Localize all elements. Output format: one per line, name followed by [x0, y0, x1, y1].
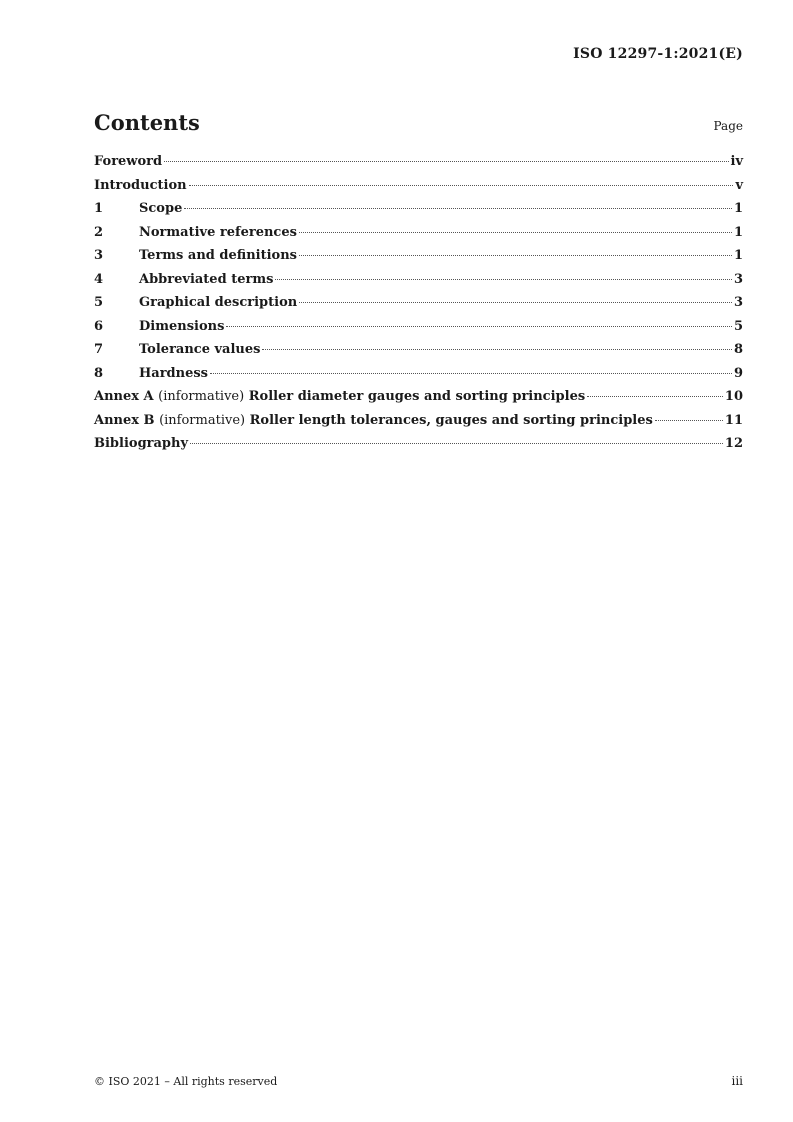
toc-entry-title[interactable]: Graphical description [139, 295, 298, 310]
toc-entry-title: Roller diameter gauges and sorting principles [248, 389, 586, 404]
toc-entry-page[interactable]: 9 [733, 365, 743, 381]
contents-header [94, 110, 743, 135]
page-number: iii [731, 1074, 743, 1088]
toc-entry-page[interactable]: 1 [733, 248, 743, 263]
dot-leader [299, 255, 732, 256]
dot-leader [210, 373, 732, 374]
copyright-notice: © ISO 2021 – All rights reserved [94, 1075, 278, 1088]
toc-entry-title[interactable]: Tolerance values [139, 342, 261, 357]
toc-entry-number: 8 [94, 365, 104, 381]
annex-informative-label: (informative) [158, 389, 245, 404]
toc-entry-title[interactable]: Introduction [94, 177, 187, 193]
toc-entry-introduction[interactable] [94, 178, 743, 202]
toc-entry-dimensions[interactable] [94, 319, 743, 343]
dot-leader [262, 349, 731, 350]
toc-entry-title[interactable]: Dimensions [139, 318, 225, 334]
toc-entry-title[interactable]: Normative references [139, 224, 297, 240]
toc-entry-hardness[interactable] [94, 366, 743, 390]
toc-entry-number: 6 [94, 318, 104, 334]
toc-entry-page[interactable]: 11 [724, 412, 743, 428]
toc-entry-page[interactable]: iv [730, 154, 743, 169]
dot-leader [275, 279, 732, 280]
dot-leader [184, 208, 732, 209]
toc-entry-page[interactable]: 10 [724, 389, 743, 404]
dot-leader [189, 185, 734, 186]
toc-entry-title[interactable]: Terms and definitions [139, 248, 297, 263]
table-of-contents [94, 154, 743, 460]
toc-entry-abbreviated-terms[interactable] [94, 272, 743, 296]
toc-entry-title[interactable]: Abbreviated terms [139, 271, 274, 287]
toc-entry-number: 5 [94, 295, 104, 310]
toc-entry-number: 2 [94, 224, 104, 240]
toc-entry-annex-b[interactable] [94, 413, 743, 437]
toc-entry-scope[interactable] [94, 201, 743, 225]
annex-prefix: Annex A [94, 389, 154, 404]
toc-entry-title-group[interactable] [94, 389, 585, 404]
toc-entry-title: Roller length tolerances, gauges and sorting principles [249, 412, 653, 428]
toc-entry-page[interactable]: 3 [733, 295, 743, 310]
annex-informative-label: (informative) [159, 412, 246, 428]
toc-entry-page[interactable]: 1 [733, 201, 743, 216]
toc-entry-bibliography[interactable] [94, 436, 743, 460]
page-column-label: Page [713, 119, 743, 133]
dot-leader [299, 232, 732, 233]
dot-leader [655, 420, 723, 421]
toc-entry-title[interactable]: Bibliography [94, 436, 189, 451]
toc-entry-page[interactable]: 5 [733, 318, 743, 334]
toc-entry-page[interactable]: 8 [733, 342, 743, 357]
toc-entry-title[interactable]: Foreword [94, 154, 163, 169]
toc-entry-page[interactable]: v [735, 177, 743, 193]
dot-leader [190, 443, 723, 444]
toc-entry-graphical-description[interactable] [94, 295, 743, 319]
page-title: Contents [94, 110, 200, 135]
toc-entry-title[interactable]: Hardness [139, 365, 209, 381]
toc-entry-foreword[interactable] [94, 154, 743, 178]
toc-entry-number: 4 [94, 271, 104, 287]
toc-entry-page[interactable]: 3 [733, 271, 743, 287]
toc-entry-number: 1 [94, 201, 104, 216]
toc-entry-page[interactable]: 1 [733, 224, 743, 240]
dot-leader [164, 161, 728, 162]
dot-leader [226, 326, 732, 327]
annex-prefix: Annex B [94, 412, 155, 428]
toc-entry-number: 7 [94, 342, 104, 357]
toc-entry-tolerance-values[interactable] [94, 342, 743, 366]
toc-entry-number: 3 [94, 248, 104, 263]
toc-entry-title-group[interactable] [94, 413, 653, 428]
toc-entry-title[interactable]: Scope [139, 201, 183, 216]
dot-leader [299, 302, 732, 303]
standard-id: ISO 12297-1:2021(E) [573, 46, 743, 62]
toc-entry-annex-a[interactable] [94, 389, 743, 413]
toc-entry-page[interactable]: 12 [724, 436, 743, 451]
dot-leader [587, 396, 723, 397]
toc-entry-normative-references[interactable] [94, 225, 743, 249]
toc-entry-terms-and-definitions[interactable] [94, 248, 743, 272]
